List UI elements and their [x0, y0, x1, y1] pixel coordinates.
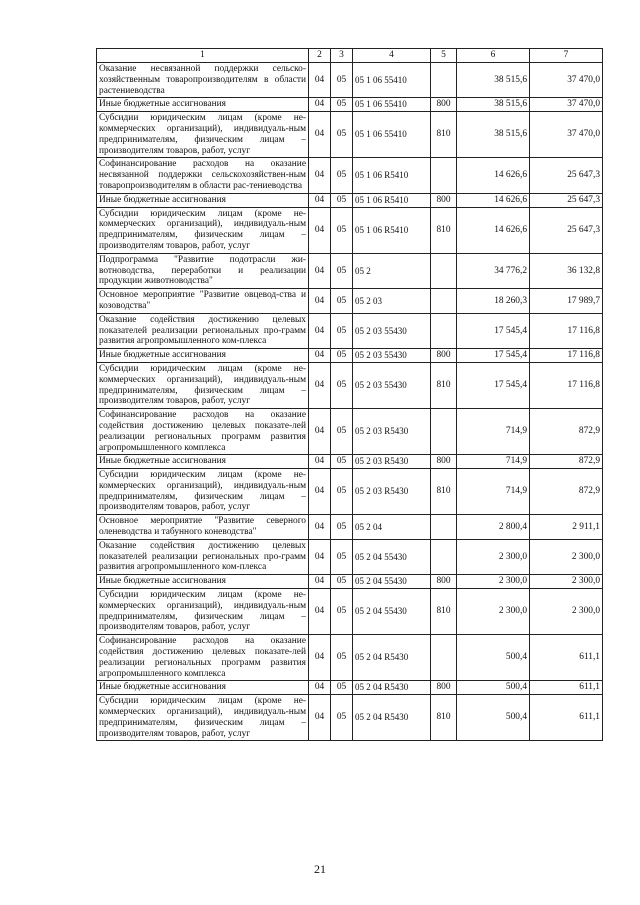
subsection-code: 05 — [331, 289, 353, 314]
target-article: 05 2 03 55430 — [353, 349, 431, 363]
item-name: Иные бюджетные ассигнования — [97, 455, 309, 469]
amount-year-2: 25 647,3 — [530, 158, 603, 193]
target-article: 05 2 04 R5430 — [353, 695, 431, 741]
target-article: 05 2 — [353, 253, 431, 288]
expense-type — [431, 635, 457, 681]
amount-year-2: 611,1 — [530, 635, 603, 681]
amount-year-2: 872,9 — [530, 469, 603, 515]
section-code: 04 — [309, 539, 331, 574]
amount-year-2: 37 470,0 — [530, 98, 603, 112]
target-article: 05 2 03 R5430 — [353, 455, 431, 469]
header-col-2: 2 — [309, 49, 331, 63]
target-article: 05 2 04 55430 — [353, 589, 431, 635]
amount-year-1: 38 515,6 — [457, 98, 530, 112]
amount-year-2: 2 911,1 — [530, 515, 603, 540]
amount-year-1: 714,9 — [457, 455, 530, 469]
subsection-code: 05 — [331, 362, 353, 408]
item-name: Основное мероприятие "Развитие овцевод-ства и козоводства" — [97, 289, 309, 314]
amount-year-1: 18 260,3 — [457, 289, 530, 314]
amount-year-1: 714,9 — [457, 409, 530, 455]
table-row — [97, 349, 603, 363]
amount-year-1: 2 300,0 — [457, 539, 530, 574]
section-code: 04 — [309, 253, 331, 288]
section-code: 04 — [309, 158, 331, 193]
target-article: 05 2 04 — [353, 515, 431, 540]
section-code: 04 — [309, 515, 331, 540]
subsection-code: 05 — [331, 193, 353, 207]
expense-type: 800 — [431, 98, 457, 112]
subsection-code: 05 — [331, 409, 353, 455]
item-name: Софинансирование расходов на оказание содействия достижению целевых показате-лей реализации региональных программ развития агропромышленного комплекса — [97, 409, 309, 455]
amount-year-2: 25 647,3 — [530, 207, 603, 253]
subsection-code: 05 — [331, 515, 353, 540]
table-row — [97, 158, 603, 193]
expense-type: 810 — [431, 207, 457, 253]
item-name: Оказание несвязанной поддержки сельско-хозяйственным товаропроизводителям в области растениеводства — [97, 63, 309, 98]
subsection-code: 05 — [331, 63, 353, 98]
item-name: Субсидии юридическим лицам (кроме не-коммерческих организаций), индивидуаль-ным предпринимателям, физическим лицам – производителям товаров, работ, услуг — [97, 695, 309, 741]
subsection-code: 05 — [331, 635, 353, 681]
amount-year-2: 37 470,0 — [530, 112, 603, 158]
amount-year-2: 2 300,0 — [530, 575, 603, 589]
amount-year-1: 38 515,6 — [457, 112, 530, 158]
item-name: Иные бюджетные ассигнования — [97, 575, 309, 589]
section-code: 04 — [309, 63, 331, 98]
expense-type — [431, 253, 457, 288]
budget-table — [96, 48, 603, 741]
amount-year-1: 714,9 — [457, 469, 530, 515]
target-article: 05 2 04 R5430 — [353, 681, 431, 695]
target-article: 05 1 06 R5410 — [353, 193, 431, 207]
expense-type: 810 — [431, 112, 457, 158]
item-name: Иные бюджетные ассигнования — [97, 681, 309, 695]
expense-type: 810 — [431, 469, 457, 515]
header-col-1: 1 — [97, 49, 309, 63]
expense-type — [431, 158, 457, 193]
amount-year-2: 36 132,8 — [530, 253, 603, 288]
section-code: 04 — [309, 589, 331, 635]
subsection-code: 05 — [331, 253, 353, 288]
amount-year-1: 14 626,6 — [457, 193, 530, 207]
table-row — [97, 112, 603, 158]
amount-year-1: 2 800,4 — [457, 515, 530, 540]
table-row — [97, 695, 603, 741]
amount-year-1: 2 300,0 — [457, 589, 530, 635]
amount-year-1: 17 545,4 — [457, 362, 530, 408]
target-article: 05 1 06 55410 — [353, 112, 431, 158]
target-article: 05 1 06 R5410 — [353, 207, 431, 253]
section-code: 04 — [309, 112, 331, 158]
table-body — [97, 63, 603, 741]
amount-year-2: 872,9 — [530, 455, 603, 469]
item-name: Основное мероприятие "Развитие северного оленеводства и табунного коневодства" — [97, 515, 309, 540]
table-row — [97, 98, 603, 112]
target-article: 05 2 03 — [353, 289, 431, 314]
target-article: 05 2 04 55430 — [353, 575, 431, 589]
table-row — [97, 515, 603, 540]
amount-year-2: 17 116,8 — [530, 362, 603, 408]
section-code: 04 — [309, 362, 331, 408]
table-row — [97, 539, 603, 574]
table-row — [97, 409, 603, 455]
section-code: 04 — [309, 469, 331, 515]
target-article: 05 1 06 55410 — [353, 63, 431, 98]
amount-year-1: 14 626,6 — [457, 158, 530, 193]
expense-type: 800 — [431, 455, 457, 469]
expense-type — [431, 289, 457, 314]
target-article: 05 2 03 R5430 — [353, 469, 431, 515]
table-row — [97, 469, 603, 515]
section-code: 04 — [309, 681, 331, 695]
expense-type — [431, 409, 457, 455]
expense-type — [431, 63, 457, 98]
amount-year-1: 500,4 — [457, 635, 530, 681]
amount-year-2: 37 470,0 — [530, 63, 603, 98]
header-col-7: 7 — [530, 49, 603, 63]
amount-year-2: 2 300,0 — [530, 539, 603, 574]
amount-year-1: 2 300,0 — [457, 575, 530, 589]
expense-type — [431, 515, 457, 540]
subsection-code: 05 — [331, 575, 353, 589]
header-col-5: 5 — [431, 49, 457, 63]
subsection-code: 05 — [331, 455, 353, 469]
table-row — [97, 575, 603, 589]
expense-type: 800 — [431, 681, 457, 695]
item-name: Оказание содействия достижению целевых показателей реализации региональных про-грамм развития агропромышленного ком-плекса — [97, 313, 309, 348]
target-article: 05 2 03 R5430 — [353, 409, 431, 455]
expense-type: 800 — [431, 575, 457, 589]
section-code: 04 — [309, 635, 331, 681]
header-col-3: 3 — [331, 49, 353, 63]
subsection-code: 05 — [331, 98, 353, 112]
table-row — [97, 455, 603, 469]
table-row — [97, 362, 603, 408]
amount-year-2: 2 300,0 — [530, 589, 603, 635]
expense-type: 810 — [431, 362, 457, 408]
expense-type: 800 — [431, 193, 457, 207]
table-row — [97, 193, 603, 207]
table-row — [97, 207, 603, 253]
subsection-code: 05 — [331, 207, 353, 253]
amount-year-2: 872,9 — [530, 409, 603, 455]
subsection-code: 05 — [331, 539, 353, 574]
expense-type: 810 — [431, 695, 457, 741]
subsection-code: 05 — [331, 112, 353, 158]
amount-year-1: 500,4 — [457, 681, 530, 695]
table-row — [97, 253, 603, 288]
amount-year-2: 25 647,3 — [530, 193, 603, 207]
target-article: 05 2 03 55430 — [353, 313, 431, 348]
table-row — [97, 289, 603, 314]
subsection-code: 05 — [331, 695, 353, 741]
item-name: Софинансирование расходов на оказание несвязанной поддержки сельскохозяйствен-ным товаропроизводителям в области рас-тениеводства — [97, 158, 309, 193]
expense-type — [431, 539, 457, 574]
section-code: 04 — [309, 193, 331, 207]
section-code: 04 — [309, 455, 331, 469]
subsection-code: 05 — [331, 349, 353, 363]
item-name: Субсидии юридическим лицам (кроме не-коммерческих организаций), индивидуаль-ным предпринимателям, физическим лицам – производителям товаров, работ, услуг — [97, 207, 309, 253]
item-name: Иные бюджетные ассигнования — [97, 193, 309, 207]
item-name: Софинансирование расходов на оказание содействия достижению целевых показате-лей реализации региональных программ развития агропромышленного комплекса — [97, 635, 309, 681]
amount-year-2: 17 116,8 — [530, 313, 603, 348]
section-code: 04 — [309, 289, 331, 314]
section-code: 04 — [309, 98, 331, 112]
page-number: 21 — [314, 862, 326, 876]
table-row — [97, 589, 603, 635]
amount-year-2: 17 116,8 — [530, 349, 603, 363]
item-name: Иные бюджетные ассигнования — [97, 349, 309, 363]
table-row — [97, 681, 603, 695]
expense-type — [431, 313, 457, 348]
target-article: 05 2 04 R5430 — [353, 635, 431, 681]
subsection-code: 05 — [331, 589, 353, 635]
subsection-code: 05 — [331, 469, 353, 515]
amount-year-1: 14 626,6 — [457, 207, 530, 253]
header-row — [97, 49, 603, 63]
section-code: 04 — [309, 695, 331, 741]
header-col-4: 4 — [353, 49, 431, 63]
expense-type: 800 — [431, 349, 457, 363]
target-article: 05 2 04 55430 — [353, 539, 431, 574]
table-row — [97, 635, 603, 681]
item-name: Субсидии юридическим лицам (кроме не-коммерческих организаций), индивидуаль-ным предпринимателям, физическим лицам – производителям товаров, работ, услуг — [97, 469, 309, 515]
header-col-6: 6 — [457, 49, 530, 63]
item-name: Субсидии юридическим лицам (кроме не-коммерческих организаций), индивидуаль-ным предпринимателям, физическим лицам – производителям товаров, работ, услуг — [97, 362, 309, 408]
amount-year-2: 611,1 — [530, 681, 603, 695]
amount-year-1: 17 545,4 — [457, 349, 530, 363]
section-code: 04 — [309, 575, 331, 589]
section-code: 04 — [309, 207, 331, 253]
amount-year-1: 17 545,4 — [457, 313, 530, 348]
amount-year-1: 34 776,2 — [457, 253, 530, 288]
section-code: 04 — [309, 349, 331, 363]
section-code: 04 — [309, 409, 331, 455]
subsection-code: 05 — [331, 158, 353, 193]
amount-year-2: 611,1 — [530, 695, 603, 741]
target-article: 05 2 03 55430 — [353, 362, 431, 408]
item-name: Подпрограмма "Развитие подотрасли жи-вотноводства, переработки и реализации продукции животноводства" — [97, 253, 309, 288]
table-row — [97, 313, 603, 348]
target-article: 05 1 06 55410 — [353, 98, 431, 112]
amount-year-1: 38 515,6 — [457, 63, 530, 98]
expense-type: 810 — [431, 589, 457, 635]
item-name: Иные бюджетные ассигнования — [97, 98, 309, 112]
subsection-code: 05 — [331, 313, 353, 348]
subsection-code: 05 — [331, 681, 353, 695]
target-article: 05 1 06 R5410 — [353, 158, 431, 193]
section-code: 04 — [309, 313, 331, 348]
amount-year-2: 17 989,7 — [530, 289, 603, 314]
item-name: Субсидии юридическим лицам (кроме не-коммерческих организаций), индивидуаль-ным предпринимателям, физическим лицам – производителям товаров, работ, услуг — [97, 589, 309, 635]
table-row — [97, 63, 603, 98]
item-name: Субсидии юридическим лицам (кроме не-коммерческих организаций), индивидуаль-ным предпринимателям, физическим лицам – производителям товаров, работ, услуг — [97, 112, 309, 158]
item-name: Оказание содействия достижению целевых показателей реализации региональных про-грамм развития агропромышленного ком-плекса — [97, 539, 309, 574]
amount-year-1: 500,4 — [457, 695, 530, 741]
